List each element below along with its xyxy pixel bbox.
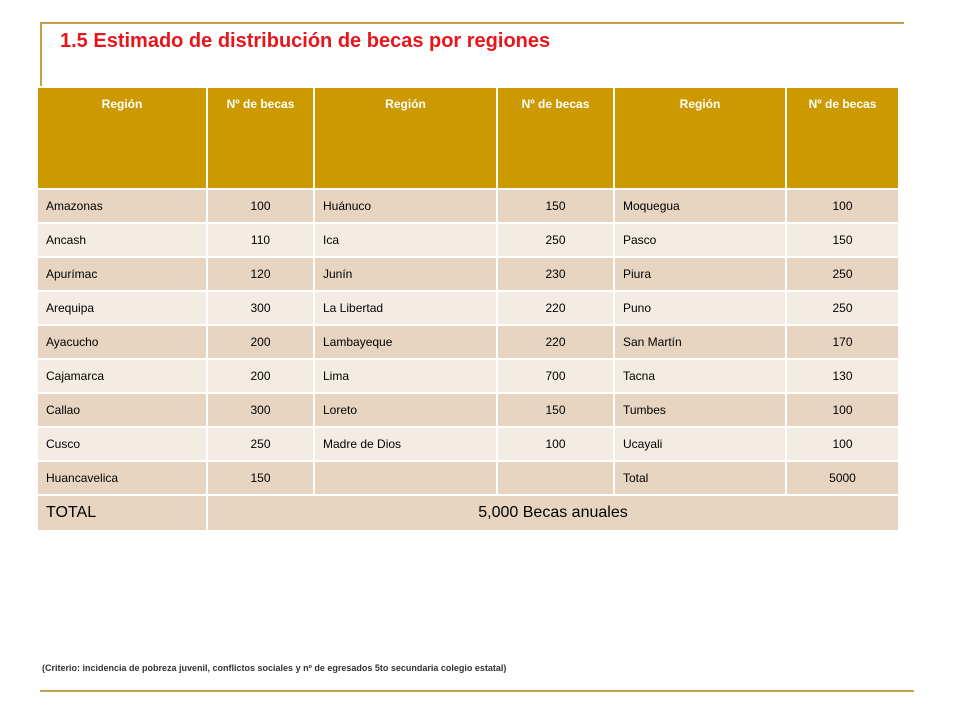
region-cell: Cajamarca xyxy=(37,359,207,393)
count-cell: 150 xyxy=(207,461,314,495)
region-cell: Lima xyxy=(314,359,497,393)
header-cell: Nº de becas xyxy=(207,87,314,189)
region-cell: Tumbes xyxy=(614,393,786,427)
count-cell: 250 xyxy=(786,257,899,291)
region-cell: Arequipa xyxy=(37,291,207,325)
region-cell: Ica xyxy=(314,223,497,257)
region-cell: Huánuco xyxy=(314,189,497,223)
table-row xyxy=(37,325,899,359)
region-cell: Amazonas xyxy=(37,189,207,223)
count-cell: 230 xyxy=(497,257,614,291)
count-cell: 120 xyxy=(207,257,314,291)
count-cell: 100 xyxy=(786,393,899,427)
region-cell: Pasco xyxy=(614,223,786,257)
region-cell: Junín xyxy=(314,257,497,291)
region-cell: Cusco xyxy=(37,427,207,461)
frame-top-line xyxy=(40,22,904,24)
region-cell: Total xyxy=(614,461,786,495)
header-cell: Nº de becas xyxy=(786,87,899,189)
header-row xyxy=(37,87,899,189)
count-cell: 100 xyxy=(497,427,614,461)
count-cell: 220 xyxy=(497,291,614,325)
region-cell: Madre de Dios xyxy=(314,427,497,461)
header-cell: Región xyxy=(37,87,207,189)
table-row xyxy=(37,223,899,257)
region-cell: San Martín xyxy=(614,325,786,359)
footnote: (Criterio: incidencia de pobreza juvenil, conflictos sociales y nº de egresados 5to secundaria colegio estatal) xyxy=(42,663,507,673)
table-row xyxy=(37,461,899,495)
region-cell: Moquegua xyxy=(614,189,786,223)
count-cell: 250 xyxy=(786,291,899,325)
count-cell: 250 xyxy=(207,427,314,461)
region-cell: Ucayali xyxy=(614,427,786,461)
table-row xyxy=(37,393,899,427)
count-cell: 100 xyxy=(786,189,899,223)
region-cell: Huancavelica xyxy=(37,461,207,495)
header-cell: Región xyxy=(614,87,786,189)
total-label: TOTAL xyxy=(37,495,207,531)
scholarship-table xyxy=(36,86,900,532)
region-cell: Callao xyxy=(37,393,207,427)
count-cell: 200 xyxy=(207,359,314,393)
region-cell: Loreto xyxy=(314,393,497,427)
region-cell: Tacna xyxy=(614,359,786,393)
count-cell: 5000 xyxy=(786,461,899,495)
table-row xyxy=(37,291,899,325)
region-cell: Ayacucho xyxy=(37,325,207,359)
count-cell xyxy=(497,461,614,495)
count-cell: 150 xyxy=(497,393,614,427)
slide-title: 1.5 Estimado de distribución de becas por regiones xyxy=(60,30,551,52)
count-cell: 130 xyxy=(786,359,899,393)
table-row xyxy=(37,427,899,461)
count-cell: 250 xyxy=(497,223,614,257)
region-cell: Lambayeque xyxy=(314,325,497,359)
region-cell: Piura xyxy=(614,257,786,291)
count-cell: 220 xyxy=(497,325,614,359)
header-cell: Región xyxy=(314,87,497,189)
count-cell: 150 xyxy=(497,189,614,223)
count-cell: 110 xyxy=(207,223,314,257)
count-cell: 100 xyxy=(786,427,899,461)
region-cell: La Libertad xyxy=(314,291,497,325)
region-cell: Puno xyxy=(614,291,786,325)
region-cell xyxy=(314,461,497,495)
table-row xyxy=(37,359,899,393)
count-cell: 100 xyxy=(207,189,314,223)
count-cell: 300 xyxy=(207,393,314,427)
total-value: 5,000 Becas anuales xyxy=(207,495,899,531)
count-cell: 200 xyxy=(207,325,314,359)
count-cell: 300 xyxy=(207,291,314,325)
table-row xyxy=(37,257,899,291)
table-row xyxy=(37,189,899,223)
total-row xyxy=(37,495,899,531)
count-cell: 170 xyxy=(786,325,899,359)
count-cell: 700 xyxy=(497,359,614,393)
frame-left-line xyxy=(40,22,42,88)
frame-bottom-line xyxy=(40,690,914,692)
count-cell: 150 xyxy=(786,223,899,257)
header-cell: Nº de becas xyxy=(497,87,614,189)
region-cell: Ancash xyxy=(37,223,207,257)
region-cell: Apurímac xyxy=(37,257,207,291)
